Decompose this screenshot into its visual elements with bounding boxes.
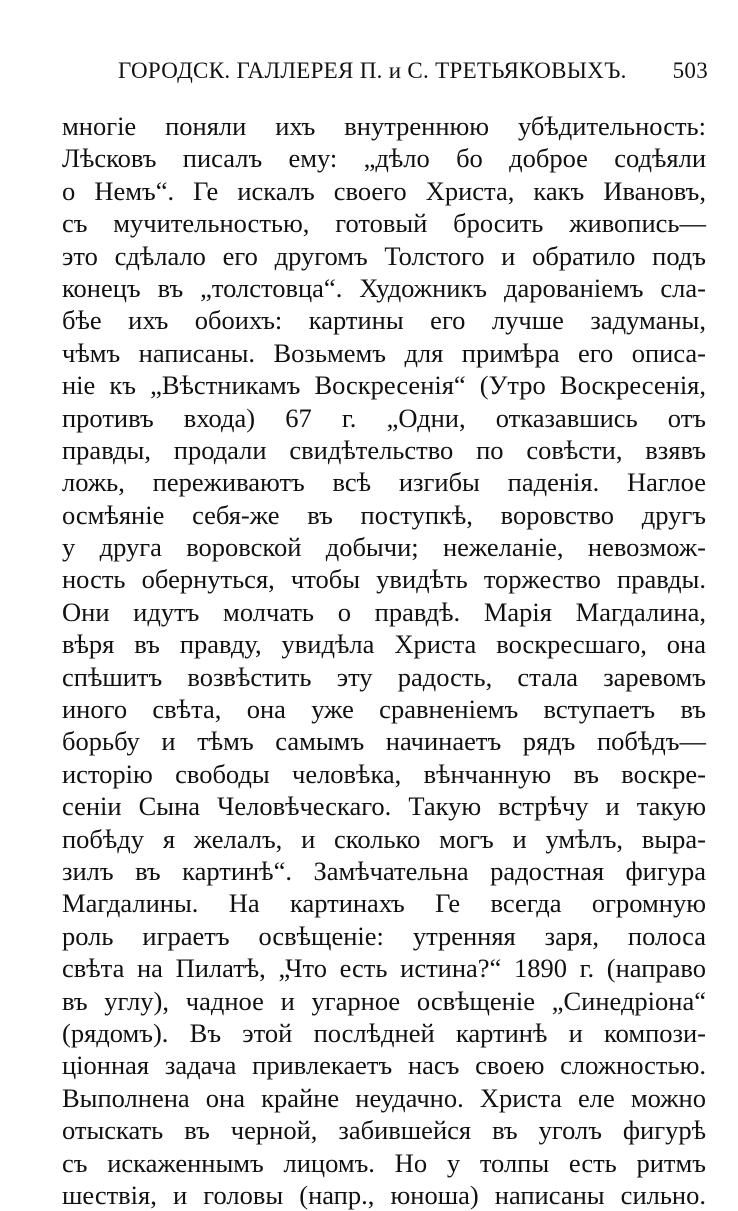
text-line: иного свѣта, она уже сравненіемъ вступаетъ въ <box>62 694 706 725</box>
text-line: у друга воровской добычи; нежеланіе, невозмож- <box>62 532 706 563</box>
text-line: побѣду я желалъ, и сколько могъ и умѣлъ, выра- <box>62 823 706 854</box>
text-line: многіе поняли ихъ внутреннюю убѣдительность: <box>62 111 706 141</box>
text-line: конецъ въ „толстовца“. Художникъ дарованіемъ сла- <box>62 272 706 303</box>
running-head <box>118 58 708 94</box>
text-line: сеніи Сына Человѣческаго. Такую встрѣчу и такую <box>62 791 706 822</box>
text-line: это сдѣлало его другомъ Толстого и обратило подъ <box>62 240 706 271</box>
text-line: роль играетъ освѣщеніе: утренняя заря, полоса <box>62 920 706 951</box>
text-line: чѣмъ написаны. Возьмемъ для примѣра его описа- <box>62 337 706 368</box>
text-line: ніе къ „Вѣстникамъ Воскресенія“ (Утро Воскресенія, <box>62 370 706 401</box>
text-line: (рядомъ). Въ этой послѣдней картинѣ и компози- <box>62 1017 706 1048</box>
text-line: ность обернуться, чтобы увидѣть торжество правды. <box>62 564 706 595</box>
text-line: Они идутъ молчать о правдѣ. Марія Магдалина, <box>62 596 706 627</box>
text-line: шествія, и головы (напр., юноша) написаны сильно. <box>62 1179 706 1210</box>
text-line: съ искаженнымъ лицомъ. Но у толпы есть ритмъ <box>62 1147 706 1178</box>
running-head-title: ГОРОДСК. ГАЛЛЕРЕЯ П. и С. ТРЕТЬЯКОВЫХЪ. <box>118 58 627 83</box>
text-line: о Немъ“. Ге искалъ своего Христа, какъ Ивановъ, <box>62 175 706 206</box>
text-line: ложь, переживаютъ всѣ изгибы паденія. Наглое <box>62 467 706 498</box>
text-line: осмѣяніе себя-же въ поступкѣ, воровство другъ <box>62 499 706 530</box>
text-line: Выполнена она крайне неудачно. Христа еле можно <box>62 1082 706 1113</box>
page-number: 503 <box>672 58 708 83</box>
text-line: борьбу и тѣмъ самымъ начинаетъ рядъ побѣдъ— <box>62 726 706 757</box>
text-line: исторію свободы человѣка, вѣнчанную въ воскре- <box>62 758 706 789</box>
text-line: правды, продали свидѣтельство по совѣсти, взявъ <box>62 434 706 465</box>
text-line: ціонная задача привлекаетъ насъ своею сложностью. <box>62 1050 706 1081</box>
text-line: зилъ въ картинѣ“. Замѣчательна радостная фигура <box>62 855 706 886</box>
text-line: спѣшитъ возвѣстить эту радость, стала заревомъ <box>62 661 706 692</box>
text-line: вѣря въ правду, увидѣла Христа воскресшаго, она <box>62 629 706 660</box>
text-line: съ мучительностью, готовый бросить живопись— <box>62 208 706 239</box>
text-line: отыскать въ черной, забившейся въ уголъ фигурѣ <box>62 1115 706 1146</box>
text-line: свѣта на Пилатѣ, „Что есть истина?“ 1890 г. (направо <box>62 953 706 984</box>
body-text <box>62 110 706 1211</box>
text-line: Магдалины. На картинахъ Ге всегда огромную <box>62 888 706 919</box>
text-line: противъ входа) 67 г. „Одни, отказавшись отъ <box>62 402 706 433</box>
text-line: бѣе ихъ обоихъ: картины его лучше задуманы, <box>62 305 706 336</box>
text-line: въ углу), чадное и угарное освѣщеніе „Синедріона“ <box>62 985 706 1016</box>
text-line: Лѣсковъ писалъ ему: „дѣло бо доброе содѣяли <box>62 143 706 174</box>
